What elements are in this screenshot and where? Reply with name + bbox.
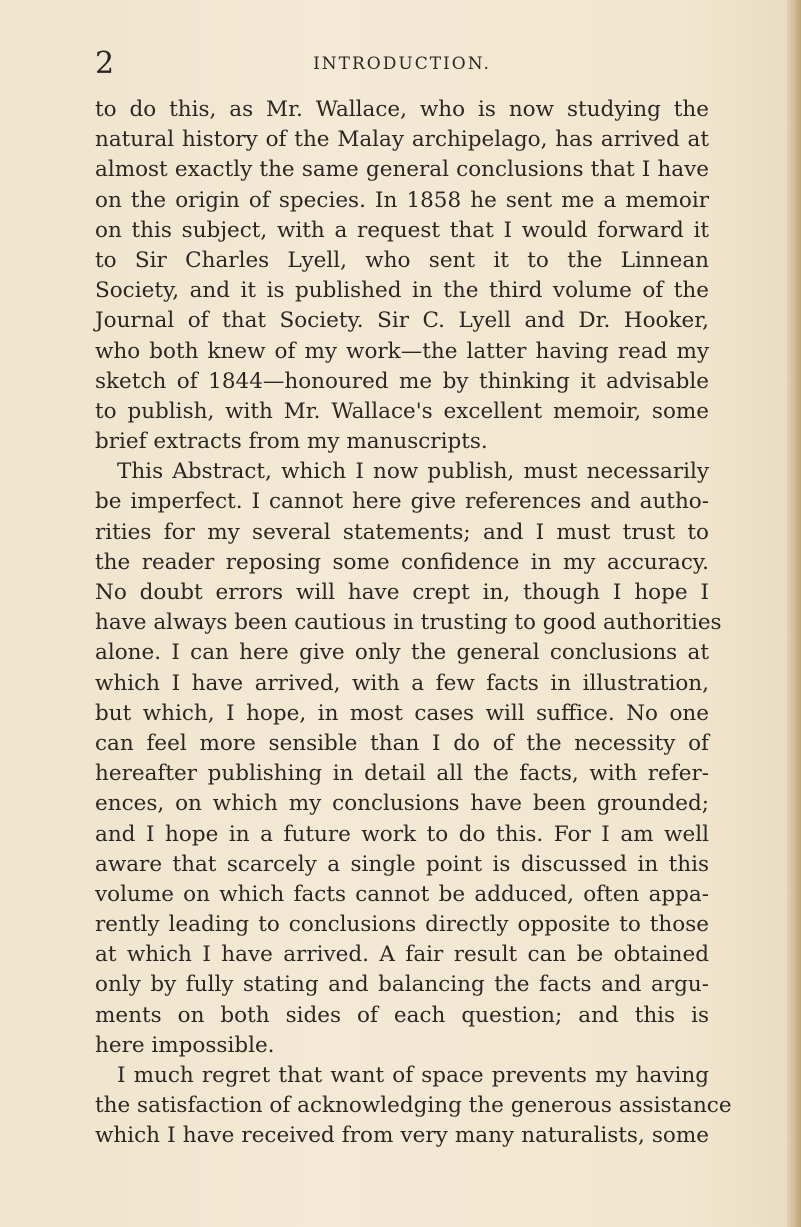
text-line: rities for my several statements; and I must trust to — [95, 519, 709, 545]
text-line: This Abstract, which I now publish, must necessarily — [117, 459, 709, 485]
running-head: INTRODUCTION. — [313, 54, 491, 74]
text-line: the satisfaction of acknowledging the generous assistance — [95, 1093, 732, 1119]
text-line: Journal of that Society. Sir C. Lyell and Dr. Hooker, — [95, 308, 709, 334]
text-line: natural history of the Malay archipelago, has arrived at — [95, 127, 709, 153]
page-edge-shadow — [787, 0, 801, 1227]
text-line: on the origin of species. In 1858 he sent me a memoir — [95, 187, 709, 213]
text-line: Society, and it is published in the third volume of the — [95, 278, 709, 304]
text-line: ences, on which my conclusions have been grounded; — [95, 791, 709, 817]
text-line: to publish, with Mr. Wallace's excellent memoir, some — [95, 398, 709, 424]
text-line: hereafter publishing in detail all the facts, with refer- — [95, 761, 709, 787]
text-line: but which, I hope, in most cases will suffice. No one — [95, 700, 709, 726]
body-text — [95, 95, 732, 1152]
text-line: be imperfect. I cannot here give references and autho- — [95, 489, 709, 515]
text-line: on this subject, with a request that I would forward it — [95, 217, 709, 243]
text-line: here impossible. — [95, 1032, 275, 1058]
text-line: ments on both sides of each question; and this is — [95, 1002, 709, 1028]
text-line: brief extracts from my manuscripts. — [95, 429, 488, 455]
text-line: can feel more sensible than I do of the necessity of — [95, 730, 709, 756]
text-line: which I have arrived, with a few facts in illustration, — [95, 670, 709, 696]
text-line: at which I have arrived. A fair result can be obtained — [95, 942, 709, 968]
page-number: 2 — [95, 46, 115, 81]
text-line: No doubt errors will have crept in, though I hope I — [95, 580, 709, 605]
text-line: the reader reposing some confidence in my accuracy. — [95, 549, 709, 575]
text-line: I much regret that want of space prevents my having — [117, 1063, 709, 1088]
text-line: who both knew of my work—the latter having read my — [95, 338, 709, 364]
text-line: and I hope in a future work to do this. For I am well — [95, 821, 709, 847]
text-line: almost exactly the same general conclusions that I have — [95, 157, 709, 183]
text-line: only by fully stating and balancing the facts and argu- — [95, 972, 709, 998]
text-line: rently leading to conclusions directly opposite to those — [95, 912, 709, 938]
text-line: sketch of 1844—honoured me by thinking it advisable — [95, 368, 709, 394]
text-line: have always been cautious in trusting to good authorities — [95, 610, 722, 636]
text-line: to do this, as Mr. Wallace, who is now studying the — [95, 97, 709, 122]
text-line: aware that scarcely a single point is discussed in this — [95, 851, 709, 877]
text-line: alone. I can here give only the general conclusions at — [95, 640, 709, 666]
text-line: to Sir Charles Lyell, who sent it to the Linnean — [95, 247, 709, 273]
text-line: which I have received from very many naturalists, some — [95, 1123, 709, 1149]
text-line: volume on which facts cannot be adduced, often appa- — [95, 881, 709, 907]
page-header — [95, 46, 709, 82]
